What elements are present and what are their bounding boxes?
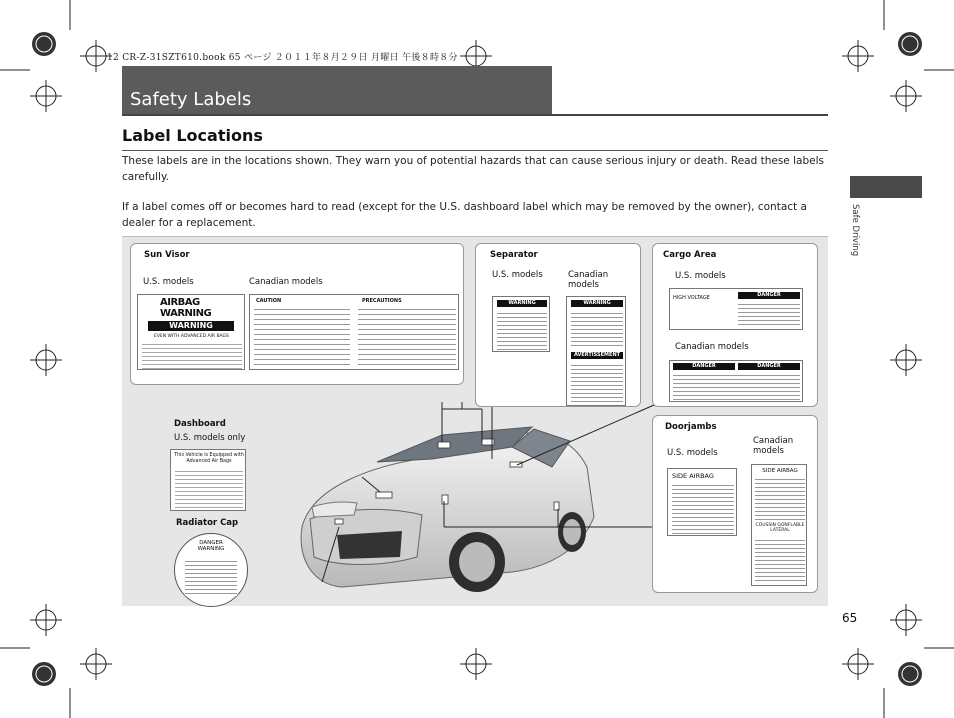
sun-visor-us-sticker: [137, 294, 245, 370]
page-number: 65: [842, 611, 858, 625]
cargo-high-voltage: HIGH VOLTAGE: [673, 295, 710, 301]
dashboard-line2: Advanced Air Bags: [186, 459, 232, 464]
doorjambs-canadian-fine-print-2: [755, 537, 805, 583]
section-title: Label Locations: [122, 126, 263, 145]
cargo-canadian-fine-print: [673, 372, 800, 400]
cargo-us-sticker: [669, 288, 803, 330]
us-sticker-fine-print: [142, 341, 242, 369]
cargo-us-fine-print: [738, 301, 800, 328]
page-title: Safety Labels: [130, 89, 252, 110]
precautions-text: PRECAUTIONS: [362, 298, 402, 304]
separator-canadian-warning: WARNING: [571, 300, 623, 307]
advanced-airbags-text: EVEN WITH ADVANCED AIR BAGS: [154, 334, 229, 339]
precautions-fine-print: [358, 305, 456, 367]
cargo-area-title: Cargo Area: [663, 250, 717, 260]
doorjambs-canadian-fine-print-1: [755, 476, 805, 520]
doorjambs-canadian-sticker: [751, 464, 807, 586]
separator-canadian-fine-print-2: [571, 362, 623, 402]
sun-visor-title: Sun Visor: [144, 250, 190, 260]
sun-visor-us-label: U.S. models: [143, 277, 194, 287]
separator-us-sticker: [492, 296, 550, 352]
doorjambs-us-sticker: [667, 468, 737, 536]
title-rule: [122, 114, 828, 116]
warning-banner: WARNING: [148, 321, 234, 331]
cargo-us-label: U.S. models: [675, 271, 726, 281]
radiator-fine-print: [185, 558, 237, 596]
dashboard-line1: This Vehicle is Equipped with: [174, 453, 244, 458]
airbag-warning-text: AIRBAG WARNING: [160, 297, 212, 319]
radiator-danger: DANGER: [199, 540, 223, 546]
doorjambs-canadian-label: Canadian models: [753, 436, 794, 456]
sun-visor-canadian-sticker: [249, 294, 459, 370]
dashboard-us-only: U.S. models only: [174, 433, 246, 443]
replacement-paragraph: If a label comes off or becomes hard to read (except for the U.S. dashboard label which may be removed by the owner), contact a dealer for a replacement.: [122, 201, 807, 229]
separator-us-warning: WARNING: [497, 300, 547, 307]
doorjambs-us-label: U.S. models: [667, 448, 718, 458]
cargo-canadian-danger-fr: DANGER: [738, 363, 800, 370]
section-rule: [122, 150, 828, 151]
print-header: 12 CR-Z-31SZT610.book 65 ページ ２０１１年８月２９日 月曜日 午後８時８分: [107, 53, 458, 63]
radiator-warning: WARNING: [197, 546, 225, 552]
cargo-canadian-sticker: [669, 360, 803, 402]
separator-us-fine-print: [497, 310, 547, 350]
side-tab[interactable]: [850, 176, 922, 198]
caution-fine-print: [254, 305, 350, 367]
doorjambs-box: [652, 415, 818, 593]
sun-visor-canadian-label: Canadian models: [249, 277, 323, 287]
side-airbag-us: SIDE AIRBAG: [672, 472, 714, 480]
coussin-text: COUSSIN GONFLABLE LATÉRAL: [755, 523, 805, 533]
doorjambs-us-fine-print: [672, 482, 734, 534]
cargo-area-box: [652, 243, 818, 407]
radiator-cap-sticker: [174, 533, 248, 607]
separator-us-label: U.S. models: [492, 270, 543, 280]
label-location-figure: [122, 236, 828, 606]
separator-avertissement: AVERTISSEMENT: [571, 352, 623, 359]
dashboard-title: Dashboard: [174, 419, 226, 429]
dashboard-sticker: [170, 449, 246, 511]
caution-text: CAUTION: [256, 298, 282, 304]
side-tab-label: Safe Driving: [850, 204, 860, 257]
cargo-canadian-label: Canadian models: [675, 342, 749, 352]
separator-canadian-label: Canadian models: [568, 270, 609, 290]
separator-canadian-fine-print-1: [571, 310, 623, 348]
intro-paragraph: These labels are in the locations shown. They warn you of potential hazards that can cause serious injury or death. Read these labels carefully.: [122, 155, 824, 183]
separator-canadian-sticker: [566, 296, 626, 406]
radiator-cap-title: Radiator Cap: [176, 518, 239, 528]
separator-title: Separator: [490, 250, 538, 260]
sun-visor-box: [130, 243, 464, 385]
separator-box: [475, 243, 641, 407]
side-airbag-canadian: SIDE AIRBAG: [762, 468, 798, 474]
cargo-canadian-danger-en: DANGER: [673, 363, 735, 370]
page-title-bar: [122, 66, 552, 114]
cargo-us-danger: DANGER: [738, 292, 800, 299]
doorjambs-title: Doorjambs: [665, 422, 717, 432]
side-tab-label-wrap: [846, 204, 864, 274]
dashboard-fine-print: [175, 468, 243, 508]
